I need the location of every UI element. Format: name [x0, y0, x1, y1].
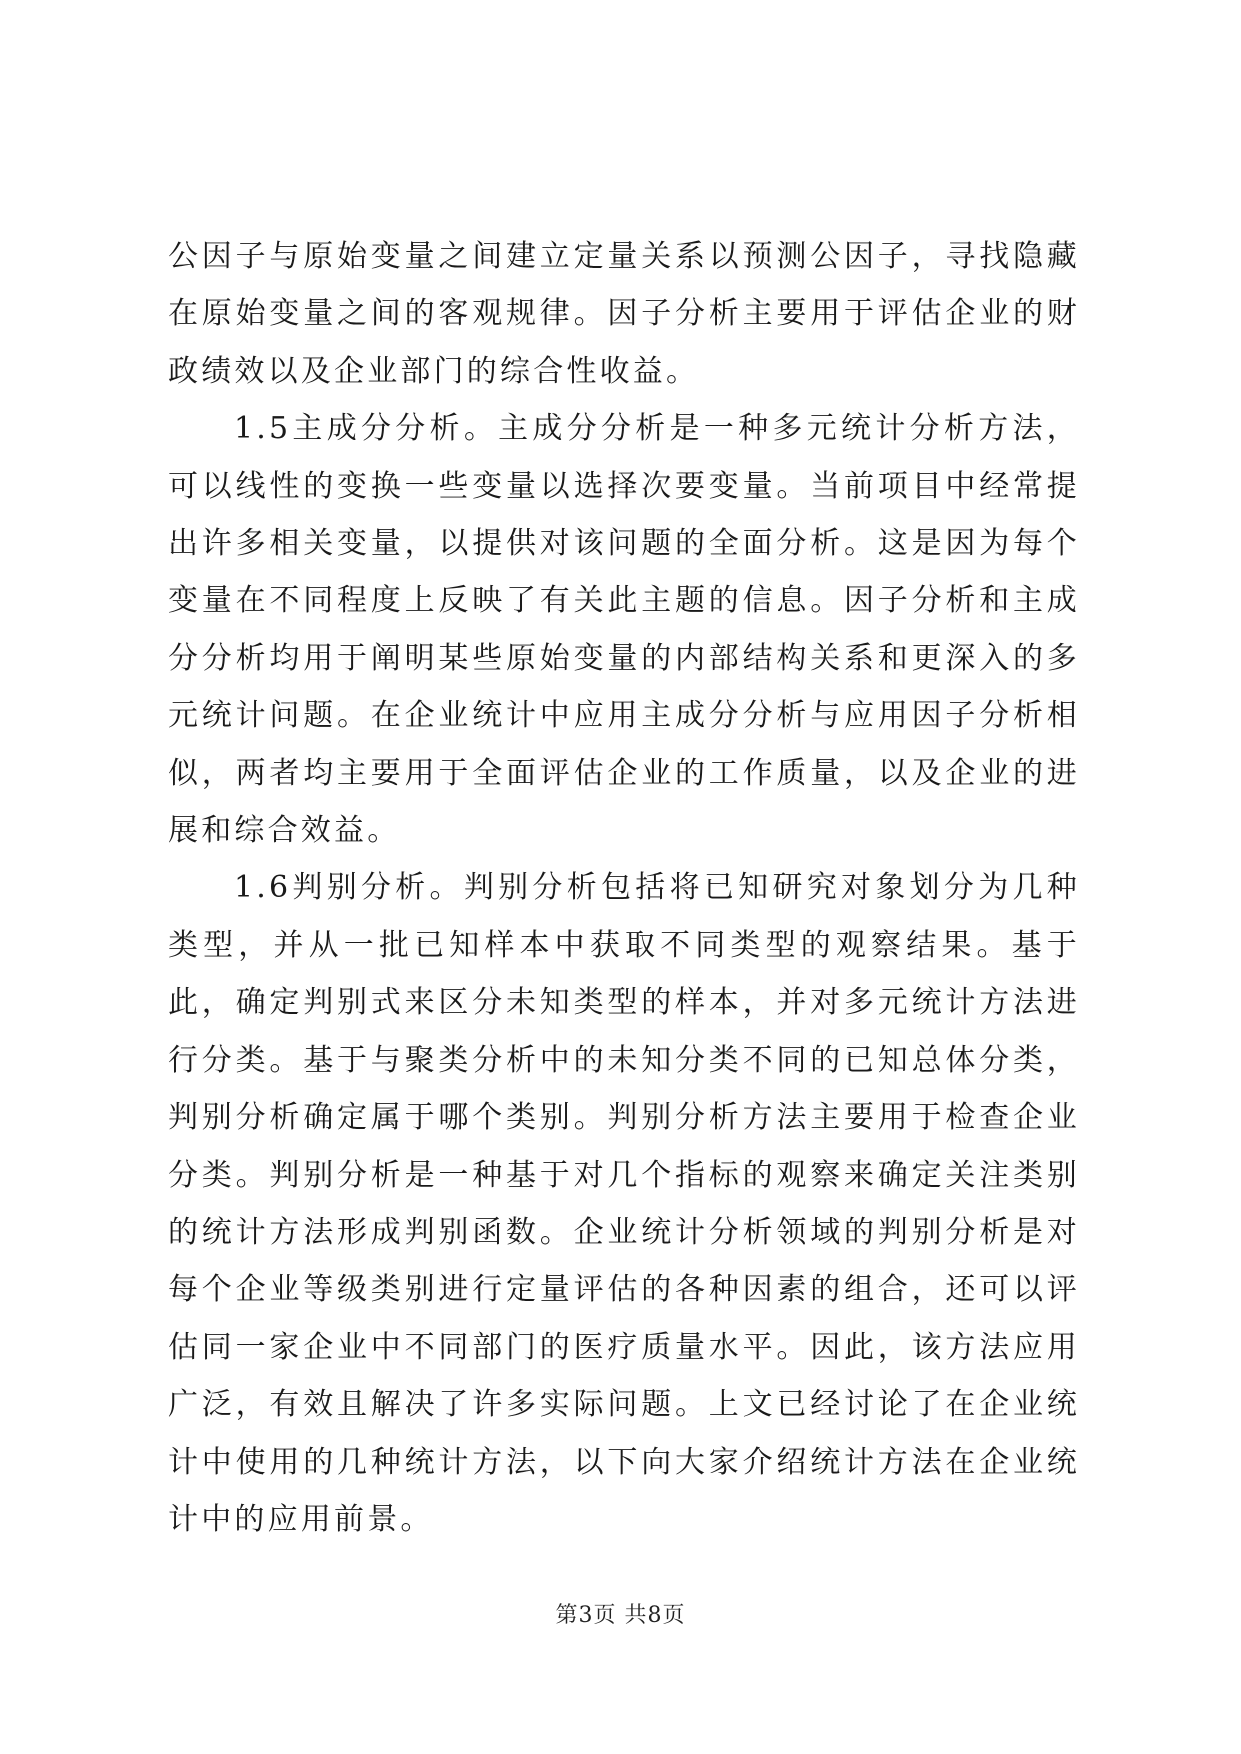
page-number-footer: 第3页 共8页 — [555, 1603, 686, 1628]
paragraph-principal-component-analysis: 1.5主成分分析。主成分分析是一种多元统计分析方法，可以线性的变换一些变量以选择次要变量。当前项目中经常提出许多相关变量，以提供对该问题的全面分析。这是因为每个变量在不同程度上反映了有关此主题的信息。因子分析和主成分分析均用于阐明某些原始变量的内部结构关系和更深入的多元统计问题。在企业统计中应用主成分分析与应用因子分析相似，两者均主要用于全面评估企业的工作质量，以及企业的进展和综合效益。 — [168, 411, 1080, 849]
body-text — [168, 228, 1080, 1548]
paragraph-discriminant-analysis: 1.6判别分析。判别分析包括将已知研究对象划分为几种类型，并从一批已知样本中获取不同类型的观察结果。基于此，确定判别式来区分未知类型的样本，并对多元统计方法进行分类。基于与聚类分析中的未知分类不同的已知总体分类，判别分析确定属于哪个类别。判别分析方法主要用于检查企业分类。判别分析是一种基于对几个指标的观察来确定关注类别的统计方法形成判别函数。企业统计分析领域的判别分析是对每个企业等级类别进行定量评估的各种因素的组合，还可以评估同一家企业中不同部门的医疗质量水平。因此，该方法应用广泛，有效且解决了许多实际问题。上文已经讨论了在企业统计中使用的几种统计方法，以下向大家介绍统计方法在企业统计中的应用前景。 — [168, 870, 1080, 1537]
paragraph-continuation: 公因子与原始变量之间建立定量关系以预测公因子，寻找隐藏在原始变量之间的客观规律。因子分析主要用于评估企业的财政绩效以及企业部门的综合性收益。 — [168, 239, 1080, 389]
